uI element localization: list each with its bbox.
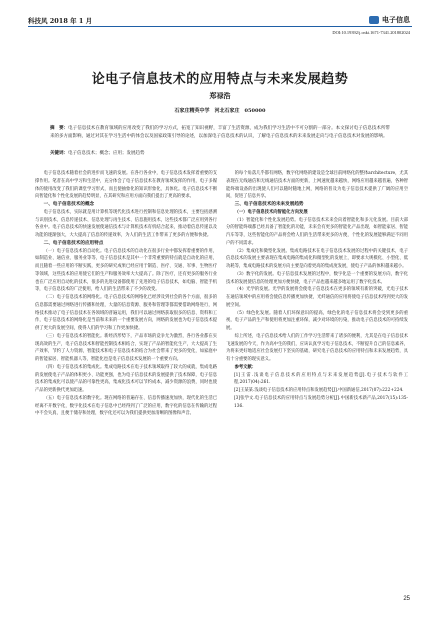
subsection-heading: 参考文献： xyxy=(234,364,257,370)
body-paragraph: （2）集成化和微型化发展。集成电路技术在电子信息技术发展的过程中的关键技术，电子信息技术的发展主要表现在集成电路的集成化和微型化的发展上，即要求大规模化、小型化、低功耗等，集成电路技术的发展方向主要是向着更高的集成度发展，使电子产品的体积越来越小。 xyxy=(226,248,408,269)
page-number: 25 xyxy=(403,596,410,602)
body-paragraph: （三）电子信息技术的智能化。新经济形势下，产品市场的竞争尤为激烈，各行各业都在实现高效的生产，电子信息技术和智能控制技术相结合，实现了产品的智能化生产，大大提高了生产效率，节约了人力资源，智能技术和电子信息技术的结合为社会带来了更多的变化，如家庭中的智能家居、智能机器人等，智能化也是电子信息技术发展的一个重要方向。 xyxy=(35,333,217,362)
article-affiliation: 石家庄精英中学 河北石家庄 050000 xyxy=(174,108,266,114)
header-rule xyxy=(28,26,412,27)
keywords-text: 电子信息技术；概念；应用；发展趋势 xyxy=(68,151,145,156)
body-paragraph: （1）智能化和个性化发展趋势。电子信息技术未来会向着智能化和多元化发展。目前大部分的智能终端都已经具备了智能化的功能，未来会有更多的智能化产品出现，如智能家居、智能汽车等等，这些智能化的产品将会给人们的生活带来更多的方便，个性化的发展能够满足不同用户的不同需求。 xyxy=(226,217,408,246)
body-paragraph: （一）电子信息技术的自动化。电子信息技术的自动化在很多行业中都发挥着重要的作用，如制造业、通信业、服务业等等，电子信息技术是其中一个非常重要的特点就是自动化的应用，而且随着一些应用的不断实践，更多的研究成果已经应用于制造、医疗、交通、军事、生物医疗等领域，这些技术的应用使它们的生产和服务效率大大提高了。除了医疗，还有更多的服务行业也在广泛应用自动化的技术，很多的先进设备都使用了先进的电子信息技术，如电脑、智能手机等，电子信息技术的广泛使用，给人们的生活带来了不少的改变。 xyxy=(35,248,217,293)
body-paragraph: （四）电子信息技术的集成化。集成电路技术在电子技术领域取得了较大的成就，集成电路的发展使电子产品的体积更小、功能更强，也为电子信息技术的发展提供了技术保障，电子信息技术的集成化可以使产品的可靠性更高，集成化技术可以节约成本，减少资源的浪费，同时也使产品的更新换代更加迅速。 xyxy=(35,364,217,393)
abstract-label: 摘 要： xyxy=(50,126,69,131)
reference-item: [3]张学文.电子信息技术的应用特点与发展趋势分析[J].中国新技术新产品,2017(15):135-136. xyxy=(234,395,408,409)
body-paragraph: 综上所述，电子信息技术给人们的工作学习生活带来了诸多的便利，尤其是在电子信息技术飞速发展的今天，作为高中生的我们，应该认真学习电子信息技术，不断提升自己的信息素养，为将来更好地适应社会发展打下坚实的基础，研究电子信息技术的应用特点和未来发展趋势，具有十分重要的现实意义。 xyxy=(226,333,408,362)
keywords-label: 关键词： xyxy=(50,151,68,156)
body-paragraph: （二）电子信息技术的网络化。电子信息技术的网络化已经涉及到社会的各个方面，很多的信息都需要通过网络进行传播和处理，大量的信息资源、服务和管理等都需要借助网络进行，网络技术推动了电子信息技术在各领域的普遍运用，我们可以通过网络获取很多的信息、资料和工作，电子信息技术的网络化是当前和未来的一个重要发展方向，网络的发展也为电子信息技术提供了更大的发展空间，使得人们的学习和工作更加快捷。 xyxy=(35,295,217,331)
body-paragraph: （3）数字化的发展。电子信息技术发展的过程中，数字化是一个重要的发展方向，数字化技术的发展使信息的处理更加方便快捷，电子产品也越来越多地运用了数字化技术。 xyxy=(226,271,408,285)
article-author: 郑禄浩 xyxy=(209,91,231,100)
section-logo-icon xyxy=(369,16,379,24)
section-heading: 二、电子信息技术的应用特点 xyxy=(43,240,104,246)
reference-item: [2]王某某.浅谈电子信息技术的应用特点和发展趋势[J].中国新通信,2017(07):222+224. xyxy=(234,388,404,393)
abstract-text: 电子信息技术在教育领域的应用改变了我们的学习方式，拓宽了知识视野，丰富了生活资源，成为我们学习生活中不可分割的一部分。本文探讨电子信息技术所带来的多方面影响，通过对其在学习生活中的体会以及国家政策引导的论述，以加深电子信息技术的认识，了解电子信息技术的未来发展走向与电子信息技术对发展的影响。 xyxy=(50,126,390,139)
body-paragraph: 的每个角落几乎都有网络，数字化网络的建设是全球目前网络化的整体architecture，尤其表现在无线通信和无线通信技术方面的更新，上网速度越来越快，网络应用越来越普遍，各种智能终端设备的出现使人们可以随时随地上网，网络的普及为电子信息技术提供了广阔的应用空间，促进了信息共享。 xyxy=(226,171,408,200)
abstract xyxy=(50,125,390,141)
body-paragraph: （五）电子信息技术的数字化。现在网络的普遍存在、信息传播速度加快，现代化的生活已经离不开数字化，数字化技术在电子信息中已经得到了广泛的应用，数字化的信息在传输的过程中不会失真，且便于储存和处理，数字化还可以为我们提供更加清晰的图像和声音。 xyxy=(35,395,217,417)
right-column xyxy=(226,170,408,410)
body-paragraph: （5）绿色化发展。随着人们环保意识的提高，绿色化的电子信息技术将会受到更多的重视，电子产品的生产和使用将更加注重环保，减少对环境的污染，推动电子信息技术的可持续发展。 xyxy=(226,310,408,331)
doi: DOI:10.19392/j.cnki.1671-7341.201802024 xyxy=(332,30,410,35)
reference-item: [1]王雷.浅谈电子信息技术的应用特点与未来发展趋势[J].电子技术与软件工程,2017(04):261. xyxy=(234,372,408,386)
body-paragraph: （4）光学的发展。光学的发展将会使电子信息技术在更多的领域有新的突破，光电子技术在通信领域中的应用将会使信息传播更加快捷，光纤通信的应用将使电子信息技术得到更大的发展空间。 xyxy=(226,287,408,308)
journal-issue: 科技风 2018 年 1 月 xyxy=(28,17,93,25)
section-heading: 一、电子信息技术的概念 xyxy=(43,202,95,207)
section-name: 电子信息 xyxy=(382,15,410,24)
subsection-heading: （一）电子信息技术向智能化方向发展 xyxy=(234,209,308,215)
left-column xyxy=(35,170,217,418)
section-label xyxy=(369,15,410,25)
article-title: 论电子信息技术的应用特点与未来发展趋势 xyxy=(91,72,349,87)
body-paragraph: 电子信息技术，实际就是用计算机等现代化技术进行控制和信息处理的技术，主要包括感测与识别技术、信息传递技术、信息处理与再生技术、信息施用技术，这些技术都广泛应用到各行各业中。电子信息技术的快速发展使通信技术与计算机技术有机结合起来，推动着信息传递以及功能的逐渐强大，大大提高了信息的传递效率，为人们的生活工作带来了更多的方便和快捷。 xyxy=(35,209,217,238)
body-paragraph: 电子信息技术随着社会的进步而飞速的发展。在各行各业中，电子信息技术发挥着重要的支撑作用。笔者在高中学习和生活中，充分体会了电子信息技术在教育领域发挥的作用，电子多媒体的使用改变了我们的课堂学习形式，而且使抽象化的知识形象化、具体化。电子信息技术不断向智能化和个性化发展的趋势明显，在其研究和应用方面向我们提出了更高的要求。 xyxy=(35,171,217,200)
keywords xyxy=(50,150,390,158)
section-heading: 三、电子信息技术的未来发展趋势 xyxy=(234,202,304,207)
